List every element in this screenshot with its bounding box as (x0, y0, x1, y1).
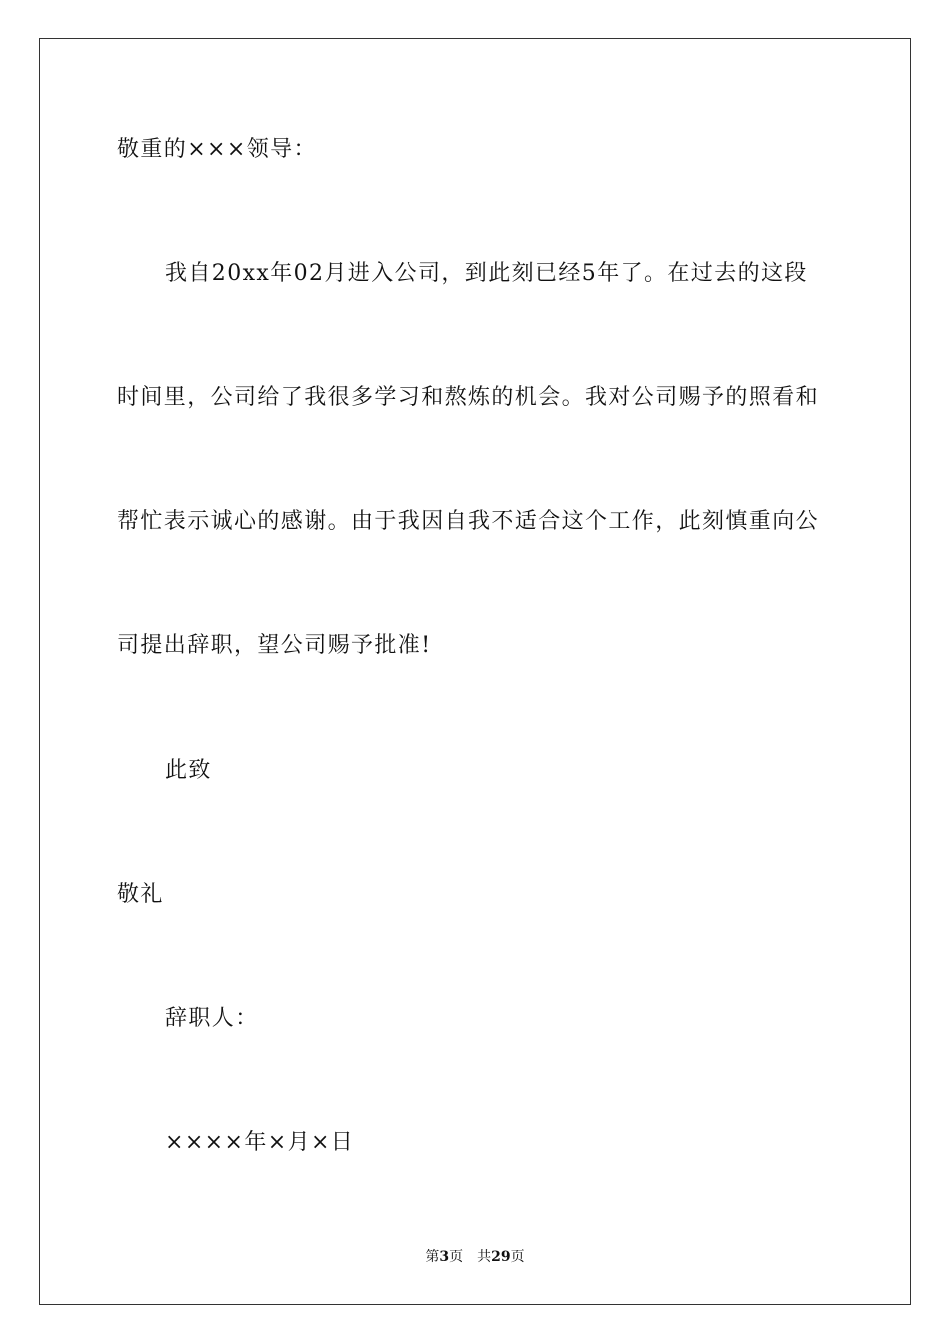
page-total: 29 (491, 1249, 511, 1265)
closing-greeting: 此致 (165, 758, 212, 783)
body-line-2: 时间里，公司给了我很多学习和熬炼的机会。我对公司赐予的照看和 (117, 385, 820, 410)
body-line-3: 帮忙表示诚心的感谢。由于我因自我不适合这个工作，此刻慎重向公 (117, 509, 820, 534)
total-prefix: 共 (477, 1249, 492, 1265)
page-footer (0, 1247, 950, 1267)
page-current: 3 (439, 1249, 450, 1265)
page-suffix: 页 (449, 1249, 464, 1265)
salutation: 敬重的×××领导： (117, 137, 317, 162)
page-border (39, 38, 911, 1305)
date-line: ××××年×月×日 (165, 1130, 355, 1155)
total-suffix: 页 (510, 1249, 525, 1265)
body-line-1: 我自20xx年02月进入公司，到此刻已经5年了。在过去的这段 (165, 261, 808, 286)
page-prefix: 第 (425, 1249, 440, 1265)
signature-label: 辞职人： (165, 1006, 259, 1031)
body-line-4: 司提出辞职，望公司赐予批准! (117, 633, 432, 658)
closing-salute: 敬礼 (117, 882, 164, 907)
